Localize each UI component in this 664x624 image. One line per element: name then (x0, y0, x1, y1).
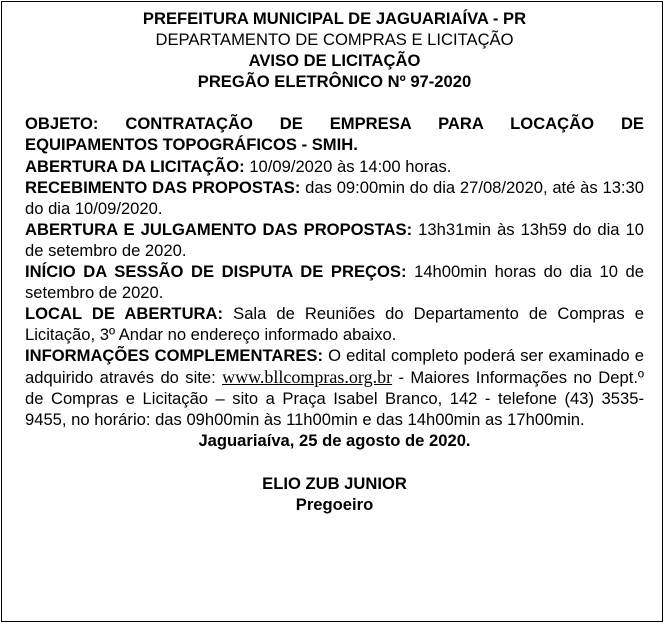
julgamento-value: 13h31min às 13h59 do dia 10 de setembro de 2020. (25, 219, 644, 260)
sessao-label: INÍCIO DA SESSÃO DE DISPUTA DE PREÇOS: (25, 262, 407, 282)
julgamento-paragraph (25, 219, 644, 261)
informacoes-text-1: O edital completo poderá ser examinado e adquirido através do site: (25, 346, 644, 387)
local-paragraph (25, 303, 644, 345)
header-aviso: AVISO DE LICITAÇÃO (248, 51, 421, 71)
informacoes-text-2: - Maiores Informações no Dept.º de Compras e Licitação – sito a Praça Isabel Branco, 142 - telefone (43) 3535-9455, no horário: das 09h00min às 11h00min e das 14h00min as 17h00min. (25, 367, 644, 429)
signature-block (25, 473, 644, 515)
signatory-name: ELIO ZUB JUNIOR (262, 473, 407, 493)
local-value: Sala de Reuniões do Departamento de Compras e Licitação, 3º Andar no endereço informado abaixo. (25, 304, 644, 345)
header-pregao: PREGÃO ELETRÔNICO Nº 97-2020 (197, 72, 472, 92)
objeto-paragraph: OBJETO: CONTRATAÇÃO DE EMPRESA PARA LOCAÇÃO DE EQUIPAMENTOS TOPOGRÁFICOS - SMIH. (25, 114, 644, 155)
recebimento-label: RECEBIMENTO DAS PROPOSTAS: (25, 177, 301, 197)
abertura-label: ABERTURA DA LICITAÇÃO: (25, 156, 245, 176)
spacer (25, 92, 644, 113)
sessao-value: 14h00min horas do dia 10 de setembro de 2020. (25, 262, 644, 303)
signatory-role: Pregoeiro (295, 494, 374, 514)
recebimento-value: das 09:00min do dia 27/08/2020, até às 13:30 do dia 10/09/2020. (25, 177, 644, 218)
informacoes-paragraph (25, 345, 644, 429)
licitacao-notice (1, 1, 663, 622)
abertura-value: 10/09/2020 às 14:00 horas. (244, 156, 452, 176)
header-prefeitura: PREFEITURA MUNICIPAL DE JAGUARIAÍVA - PR (142, 9, 527, 28)
informacoes-label: INFORMAÇÕES COMPLEMENTARES: (25, 346, 323, 366)
local-label: LOCAL DE ABERTURA: (25, 304, 224, 324)
recebimento-paragraph (25, 177, 644, 219)
website-link[interactable]: www.bllcompras.org.br (222, 366, 393, 387)
abertura-paragraph (25, 156, 644, 177)
sessao-paragraph (25, 261, 644, 303)
julgamento-label: ABERTURA E JULGAMENTO DAS PROPOSTAS: (25, 219, 413, 239)
header-departamento: DEPARTAMENTO DE COMPRAS E LICITAÇÃO (155, 30, 514, 50)
date-line: Jaguariaíva, 25 de agosto de 2020. (198, 430, 471, 450)
